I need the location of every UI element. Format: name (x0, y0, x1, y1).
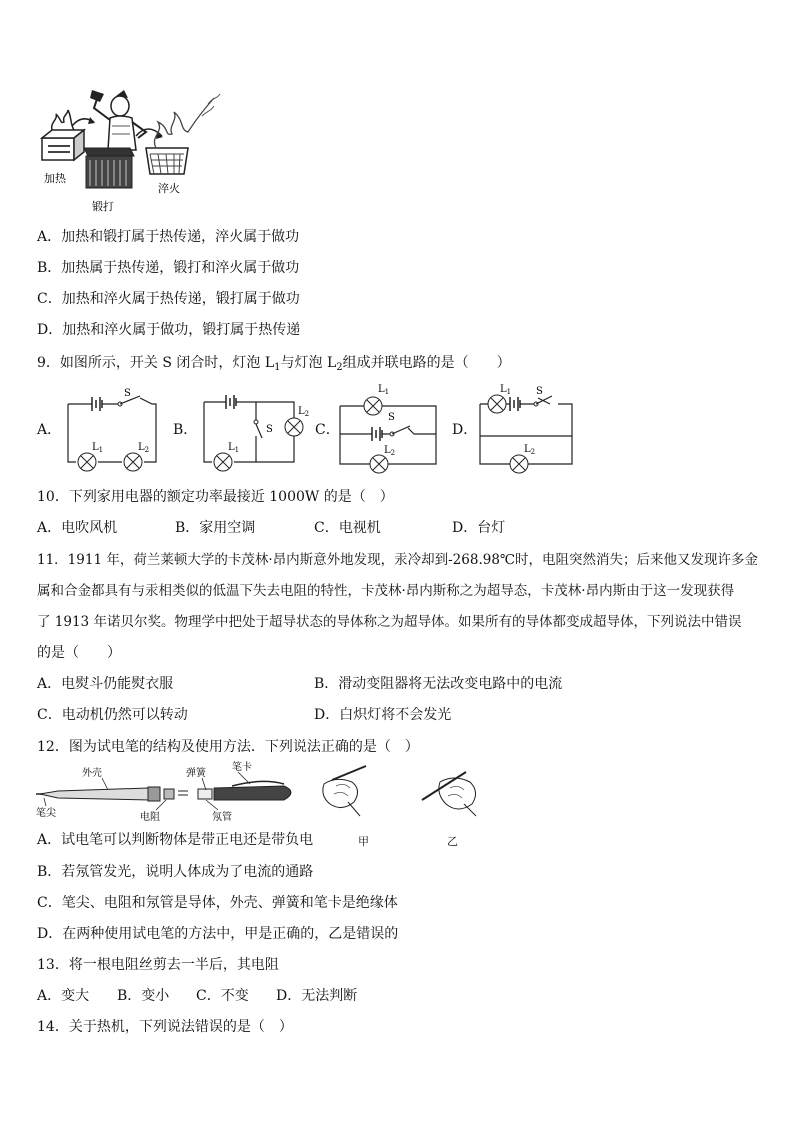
q11-line-2: 属和合金都具有与汞相类似的低温下失去电阻的特性，卡茂林·昂内斯称之为超导态，卡茂林·昂内斯由于这一发现获得 (37, 583, 735, 599)
q13-option-a: A．变大 (37, 988, 90, 1004)
svg-text:S: S (124, 388, 131, 399)
q9-option-d-label: D． (452, 422, 478, 438)
q10-stem: 10．下列家用电器的额定功率最接近 1000W 的是（ ） (37, 489, 394, 505)
q8-option-c: C．加热和淬火属于热传递，锻打属于做功 (37, 291, 300, 307)
q12-option-a: A．试电笔可以判断物体是带正电还是带负电 (37, 832, 314, 848)
battery-icon (92, 397, 102, 411)
svg-text:L1: $L_1$ (378, 384, 390, 396)
svg-text:L2: $L_2$ (298, 406, 310, 418)
svg-text:S: S (266, 424, 273, 435)
hand-yi-icon (422, 772, 476, 816)
q11-option-d: D．白炽灯将不会发光 (314, 707, 452, 723)
svg-text:L1: $L_1$ (92, 442, 104, 454)
q8-option-a: A．加热和锻打属于热传递，淬火属于做功 (37, 229, 300, 245)
q10-option-b: B．家用空调 (175, 520, 256, 536)
q13-option-c: C．不变 (196, 988, 249, 1004)
test-pen-figure (36, 760, 496, 830)
svg-text:L2: $L_2$ (524, 444, 536, 456)
blacksmith-icon (90, 90, 146, 150)
q13-option-d: D．无法判断 (276, 988, 358, 1004)
forge-label: 锻打 (92, 200, 114, 213)
q11-line-3: 了 1913 年诺贝尔奖。物理学中把处于超导状态的导体称之为超导体。如果所有的导体都变成超导体，下列说法中错误 (37, 614, 742, 630)
circuit-b (198, 384, 318, 474)
heat-label: 加热 (44, 172, 66, 185)
test-pen-icon (36, 781, 291, 801)
svg-text:弹簧: 弹簧 (186, 768, 206, 779)
q12-option-c: C．笔尖、电阻和氖管是导体，外壳、弹簧和笔卡是绝缘体 (37, 895, 398, 911)
svg-text:S: S (536, 386, 543, 397)
q10-option-c: C．电视机 (314, 520, 381, 536)
q11-option-a: A．电熨斗仍能熨衣服 (37, 676, 174, 692)
svg-text:L2: $L_2$ (138, 442, 150, 454)
heating-furnace-icon (42, 110, 84, 160)
quench-basin-icon (146, 94, 220, 174)
q12-option-b: B．若氖管发光，说明人体成为了电流的通路 (37, 864, 314, 880)
q13-option-b: B．变小 (117, 988, 170, 1004)
svg-text:氖管: 氖管 (212, 812, 232, 823)
svg-text:笔尖: 笔尖 (36, 808, 56, 819)
q11-line-1: 11．1911 年，荷兰莱顿大学的卡茂林·昂内斯意外地发现，汞冷却到-268.98℃时，电阻突然消失；后来他又发现许多金 (37, 552, 759, 568)
svg-text:外壳: 外壳 (82, 768, 102, 779)
anvil-icon (84, 148, 134, 188)
q9-option-a-label: A． (37, 422, 62, 438)
circuit-a (62, 384, 162, 474)
svg-text:电阻: 电阻 (140, 812, 160, 823)
q13-stem: 13．将一根电阻丝剪去一半后，其电阻 (37, 957, 279, 973)
hand-yi-label: 乙 (447, 835, 458, 848)
q14-stem: 14．关于热机，下列说法错误的是（ ） (37, 1019, 293, 1035)
circuit-c (336, 384, 446, 474)
q9-option-c-label: C． (315, 422, 340, 438)
q12-stem: 12．图为试电笔的结构及使用方法．下列说法正确的是（ ） (37, 739, 419, 755)
svg-text:S: S (388, 412, 395, 423)
q11-line-4: 的是（ ） (37, 645, 121, 661)
forging-figure (38, 86, 228, 216)
hand-jia-icon (323, 766, 366, 816)
q10-option-d: D．台灯 (452, 520, 506, 536)
q9-stem: 9．如图所示，开关 S 闭合时，灯泡 $L_1$与灯泡 $L_2$组成并联电路的是（ ） (37, 355, 511, 373)
circuit-d (476, 384, 580, 474)
svg-text:L1: $L_1$ (500, 384, 512, 396)
q8-option-d: D．加热和淬火属于做功，锻打属于热传递 (37, 322, 301, 338)
svg-text:L2: $L_2$ (384, 445, 396, 457)
lamp-l1-icon (78, 453, 96, 471)
q8-option-b: B．加热属于热传递，锻打和淬火属于做功 (37, 260, 300, 276)
svg-text:笔卡: 笔卡 (232, 762, 252, 773)
hand-jia-label: 甲 (358, 835, 369, 848)
q9-option-b-label: B． (173, 422, 198, 438)
quench-label: 淬火 (158, 182, 180, 195)
q12-option-d: D．在两种使用试电笔的方法中，甲是正确的，乙是错误的 (37, 926, 399, 942)
lamp-l2-icon (124, 453, 142, 471)
q11-option-c: C．电动机仍然可以转动 (37, 707, 188, 723)
q10-option-a: A．电吹风机 (37, 520, 118, 536)
q11-option-b: B．滑动变阻器将无法改变电路中的电流 (314, 676, 563, 692)
svg-text:L1: $L_1$ (228, 442, 240, 454)
